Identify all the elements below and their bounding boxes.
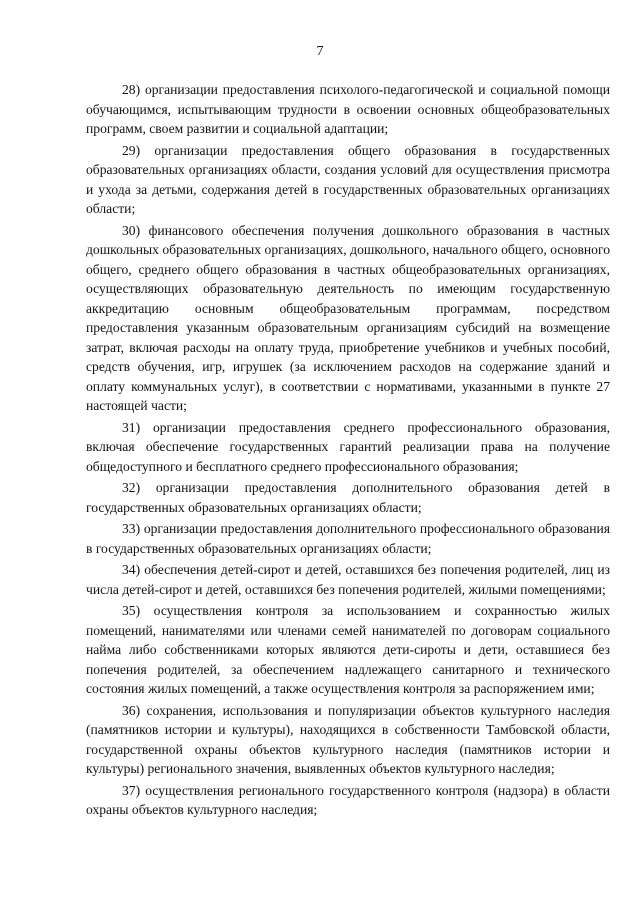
paragraph-33: 33) организации предоставления дополнительного профессионального образования в государственных образовательных организациях области; [86, 521, 610, 556]
paragraph-36: 36) сохранения, использования и популяризации объектов культурного наследия (памятников истории и культуры), находящихся в собственности Тамбовской области, государственной охраны объектов культурного наследия (памятников истории и культуры) регионального значения, выявленных объектов культурного наследия; [86, 702, 610, 776]
paragraph-34: 34) обеспечения детей-сирот и детей, оставшихся без попечения родителей, лиц из числа детей-сирот и детей, оставшихся без попечения родителей, жилыми помещениями; [86, 562, 610, 597]
paragraph-32: 32) организации предоставления дополнительного образования детей в государственных образовательных организациях области; [86, 480, 610, 515]
document-body [86, 80, 610, 822]
paragraph-28: 28) организации предоставления психолого-педагогической и социальной помощи обучающимся, испытывающим трудности в освоении основных общеобразовательных программ, своем развитии и социальной адаптации; [86, 82, 610, 136]
paragraph-35: 35) осуществления контроля за использованием и сохранностью жилых помещений, нанимателями или членами семей нанимателей по договорам социального найма либо собственниками которых являются дети-сироты и дети, оставшиеся без попечения родителей, за обеспечением надлежащего санитарного и технического состояния жилых помещений, а также осуществления контроля за распоряжением ими; [86, 603, 610, 696]
paragraph-31: 31) организации предоставления среднего профессионального образования, включая обеспечение государственных гарантий реализации права на получение общедоступного и бесплатного среднего профессионального образования; [86, 419, 610, 474]
paragraph-37: 37) осуществления регионального государственного контроля (надзора) в области охраны объектов культурного наследия; [86, 782, 610, 817]
paragraph-29: 29) организации предоставления общего образования в государственных образовательных организациях области, создания условий для осуществления присмотра и ухода за детьми, содержания детей в государственных образовательных организациях области; [86, 142, 610, 216]
paragraph-30: 30) финансового обеспечения получения дошкольного образования в частных дошкольных образовательных организациях, дошкольного, начального общего, основного общего, среднего общего образования в частных общеобразовательных организациях, осуществляющих образовательную деятельность по имеющим государственную аккредитацию основным общеобразовательным программам, посредством предоставления указанным образовательным организациям субсидий на возмещение затрат, включая расходы на оплату труда, приобретение учебников и учебных пособий, средств обучения, игр, игрушек (за исключением расходов на содержание зданий и оплату коммунальных услуг), в соответствии с нормативами, указанными в пункте 27 настоящей части; [86, 222, 610, 413]
page-number: 7 [316, 44, 324, 59]
